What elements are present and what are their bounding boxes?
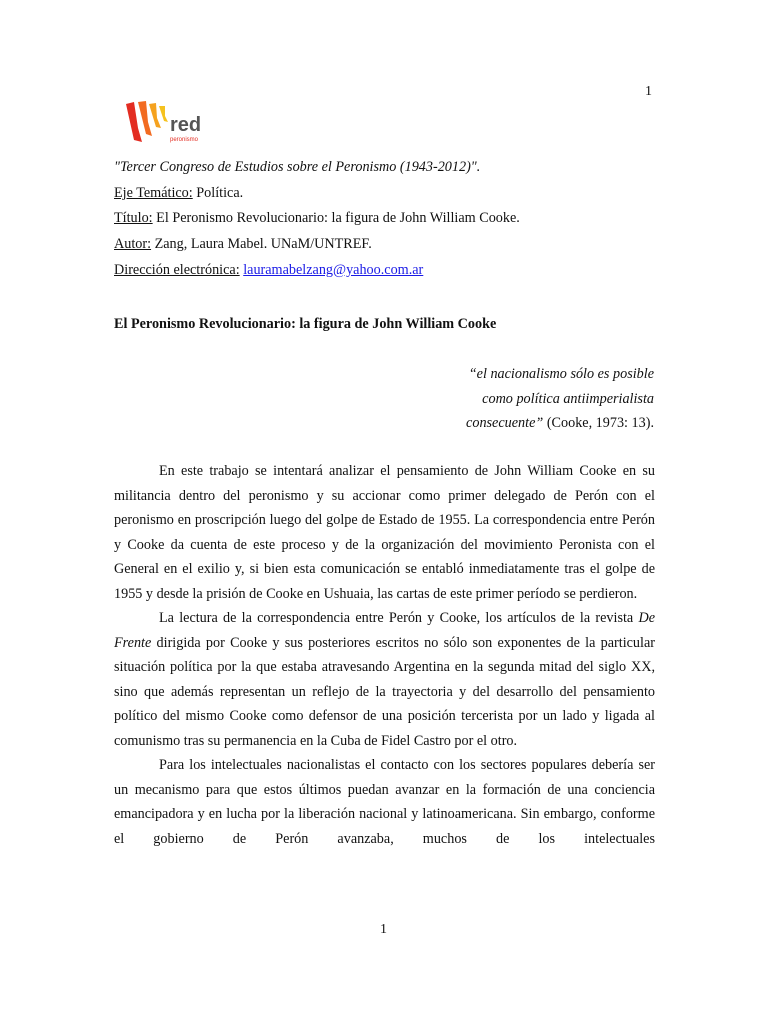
titulo-line (114, 206, 674, 232)
page-number-bottom: 1 (380, 922, 387, 937)
paragraph-2: La lectura de la correspondencia entre Perón y Cooke, los artículos de la revista De Frente dirigida por Cooke y sus posteriores escritos no sólo son exponentes de la particular situación política por la que estaba atravesando Argentina en la segunda mitad del siglo XX, sino que además representan un reflejo de la trayectoria y del desarrollo del pensamiento político del mismo Cooke como defensor de una posición tercerista por un lado y ligada al comunismo tras su permanencia en la Cuba de Fidel Castro por el otro. (114, 610, 655, 749)
logo-subtext: peronismo (170, 137, 199, 143)
paragraph-3: Para los intelectuales nacionalistas el contacto con los sectores populares debería ser un mecanismo para que estos últimos puedan avanzar en la formación de una conciencia emancipadora y en lucha por la liberación nacional y latinoamericana. Sin embargo, conforme el gobierno de Perón avanzaba, muchos de los intelectuales (114, 757, 655, 847)
document-title: El Peronismo Revolucionario: la figura de John William Cooke (114, 316, 497, 332)
autor-line (114, 232, 674, 258)
logo-icon (120, 98, 210, 146)
logo-text: red (170, 114, 202, 136)
page-number-top: 1 (645, 84, 652, 99)
autor-label: Autor: (114, 236, 152, 253)
body-text (114, 459, 655, 851)
eje-label: Eje Temático: (114, 184, 193, 201)
epigraph-citation: (Cooke, 1973: 13). (543, 415, 654, 431)
document-metadata (114, 155, 674, 284)
email-line (114, 258, 674, 284)
autor-value: Zang, Laura Mabel. UNaM/UNTREF. (151, 236, 372, 253)
epigraph (466, 362, 654, 436)
titulo-label: Título: (114, 210, 153, 227)
epigraph-line-3: consecuente” (466, 415, 544, 431)
titulo-value: El Peronismo Revolucionario: la figura de John William Cooke. (152, 210, 520, 227)
email-label: Dirección electrónica: (114, 261, 240, 278)
email-link[interactable]: lauramabelzang@yahoo.com.ar (243, 261, 424, 278)
journal-title: De Frente (114, 610, 655, 651)
epigraph-line-1: “el nacionalismo sólo es posible (468, 366, 654, 382)
eje-value: Política. (192, 184, 244, 201)
red-peronismo-logo (120, 98, 210, 146)
paragraph-1: En este trabajo se intentará analizar el pensamiento de John William Cooke en su militancia dentro del peronismo y su accionar como primer delegado de Perón con el peronismo en proscripción luego del golpe de Estado de 1955. La correspondencia entre Perón y Cooke da cuenta de este proceso y de la organización del movimiento Peronista con el General en el exilio y, si bien esta comunicación se entabló inmediatamente tras el golpe de 1955 y desde la prisión de Cooke en Ushuaia, las cartas de este primer período se perdieron. (114, 463, 655, 602)
eje-line (114, 181, 674, 207)
congress-title: "Tercer Congreso de Estudios sobre el Peronismo (1943-2012)". (114, 159, 481, 175)
epigraph-line-2: como política antiimperialista (482, 390, 654, 407)
